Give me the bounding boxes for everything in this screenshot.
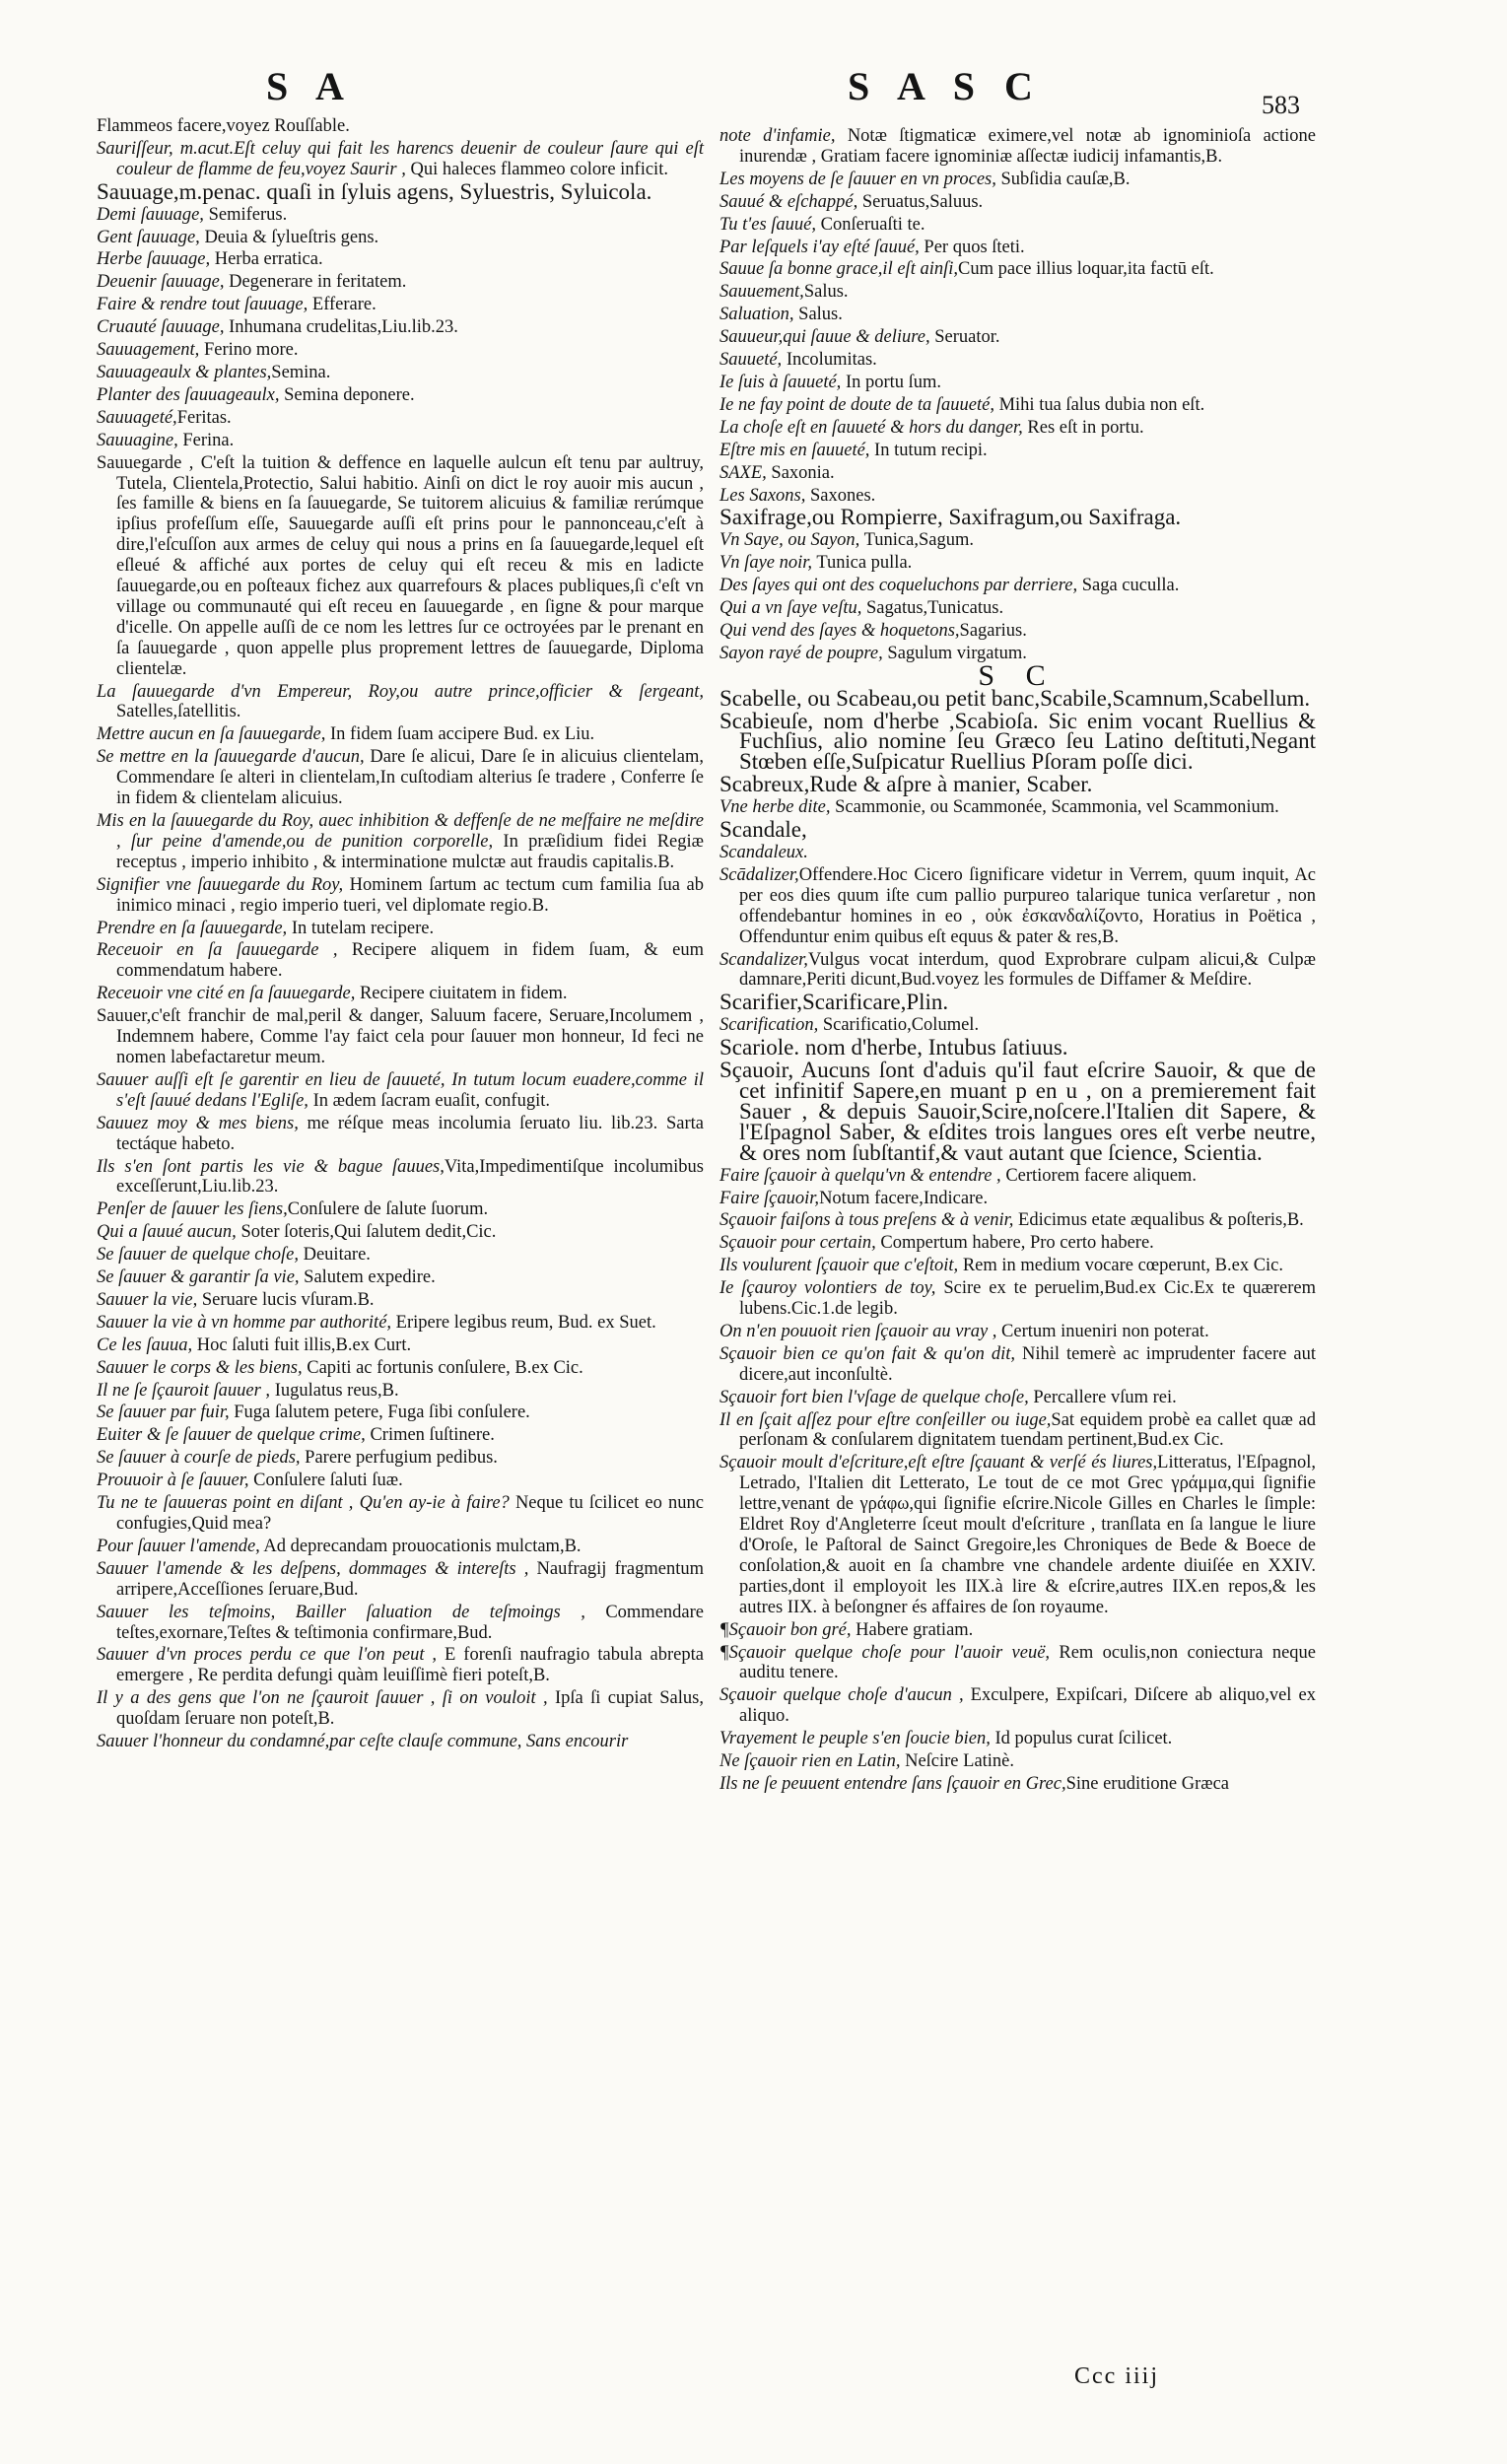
entry-headword: Ie ſçauroy volontiers de toy,	[719, 1278, 936, 1299]
dictionary-entry	[719, 505, 1316, 530]
dictionary-entry	[97, 1358, 704, 1379]
entry-headword: On n'en pouuoit rien ſçauoir au vray ,	[719, 1321, 997, 1341]
entry-text: Scammonie, ou Scammonée, Scammonia, vel Scammonium.	[830, 797, 1279, 818]
entry-headword: Faire ſçauoir,	[719, 1188, 820, 1208]
entry-headword: Receuoir en ſa ſauuegarde ,	[97, 940, 338, 961]
entry-headword: Planter des ſauuageaulx,	[97, 384, 280, 405]
dictionary-entry	[97, 1493, 704, 1535]
dictionary-entry	[97, 272, 704, 293]
dictionary-entry	[97, 408, 704, 429]
running-header-right: S A S C	[848, 64, 1043, 108]
entry-text: Rem oculis,non coniectura neque auditu tenere.	[739, 1642, 1316, 1683]
entry-text: Cum pace illius loquar,ita factū eſt.	[958, 259, 1214, 280]
dictionary-entry	[97, 1471, 704, 1491]
entry-headword: Sauuagement,	[97, 340, 200, 361]
page-number: 583	[1262, 91, 1300, 119]
entry-text: Semina deponere.	[279, 384, 415, 405]
dictionary-entry	[97, 295, 704, 315]
entry-text: Neque tu ſcilicet eo nunc confugies,Quid mea?	[116, 1493, 704, 1534]
dictionary-entry	[719, 327, 1316, 348]
entry-headword: Deuenir ſauuage,	[97, 272, 225, 293]
dictionary-entry	[97, 363, 704, 383]
entry-text: Saga cuculla.	[1077, 576, 1180, 596]
entry-text: Saxonia.	[766, 462, 835, 483]
dictionary-entry	[97, 1559, 704, 1601]
dictionary-entry	[719, 418, 1316, 439]
entry-text: Litteratus, l'Eſpagnol, Letrado, l'Italien dit Letterato, Le tout de ce mot Grec γράμμα,qui ſignifie lettre,venant de γράφω,qui ſignifie eſcrire.Nicole Gilles en Charles le ſimple: Eldret Roy d'Angleterre ſceut moult d'eſcriture , tranſlata en ſa langue le liure d'Oroſe, le Paſtoral de Sainct Gregoire,les Chroniques de Bede & Boece de conſolation,& auoit en ſa chambre vne chandele ardente diuiſée en XXIV. parties,dont il employoit les IIX.à lire & eſcrire,autres IIX.en repos,& les autres IIX. à beſongner és affaires de ſon royaume.	[739, 1453, 1316, 1617]
entry-headword: Ils s'en ſont partis les vie & bague ſauues,	[97, 1156, 445, 1177]
entry-headword: SAXE,	[719, 462, 767, 483]
dictionary-entry	[719, 441, 1316, 461]
dictionary-entry	[97, 1114, 704, 1155]
dictionary-entry	[719, 553, 1316, 574]
entry-text: Deuia & ſylueſtris gens.	[199, 227, 379, 247]
entry-text: E forenſi naufragio tabula abrepta emergere , Re perdita defungi quàm leuiſſimè fieri poteſt,B.	[116, 1645, 704, 1686]
entry-text: Scire ex te peruelim,Bud.ex Cic.Ex te quærerem lubens.Cic.1.de legib.	[739, 1278, 1316, 1320]
dictionary-entry	[719, 1620, 1316, 1641]
dictionary-entry	[97, 116, 704, 137]
entry-text: Sauuage,m.penac. quaſi in ſyluis agens, Syluestris, Syluicola.	[97, 178, 652, 204]
dictionary-entry	[719, 708, 1316, 775]
entry-text: Feritas.	[176, 407, 232, 428]
entry-text: Vulgus vocat interdum, quod Exprobrare culpam alicui,& Culpæ damnare,Periti dicunt,Bud.voyez les formules de Diffamer & Meſdire.	[739, 949, 1316, 991]
entry-text: Conſulere de ſalute ſuorum.	[287, 1199, 489, 1220]
entry-text: Rem in medium vocare cœperunt, B.ex Cic.	[958, 1256, 1284, 1276]
entry-text: Commendare teſtes,exornare,Teſtes & teſtimonia confirmare,Bud.	[116, 1602, 704, 1643]
entry-text: Sçauoir, Aucuns ſont d'aduis qu'il faut eſcrire Sauoir, & que de cet infinitif Sapere,en muant p en u , on a premierement fait Sauer , & depuis Sauoir,Scire,noſcere.l'Italien dit Sapere, & l'Eſpagnol Saber, & eſdites trois langues ores eſt verbe neutre, & ores nom ſubſtantif,& vaut autant que ſcience, Scientia.	[719, 1058, 1316, 1165]
dictionary-entry	[97, 1645, 704, 1686]
entry-text: Seruatus,Saluus.	[857, 191, 984, 212]
entry-headword: Herbe ſauuage,	[97, 249, 211, 270]
entry-text: Iugulatus reus,B.	[270, 1380, 399, 1401]
dictionary-entry	[97, 1006, 704, 1068]
entry-text: Semina.	[271, 362, 331, 382]
entry-text: Salutem expedire.	[299, 1267, 436, 1288]
dictionary-entry	[719, 797, 1316, 818]
entry-headword: Vn Saye, ou Sayon,	[719, 530, 860, 551]
entry-headword: Faire ſçauoir à quelqu'vn & entendre ,	[719, 1165, 1001, 1186]
dictionary-entry	[719, 1643, 1316, 1684]
entry-text: Inhumana crudelitas,Liu.lib.23.	[224, 317, 458, 338]
dictionary-entry	[719, 576, 1316, 596]
dictionary-entry	[97, 940, 704, 982]
entry-text: Subſidia cauſæ,B.	[995, 169, 1130, 189]
entry-text: Certum inueniri non poterat.	[996, 1321, 1209, 1341]
dictionary-entry	[97, 1313, 704, 1334]
entry-headword: Les Saxons,	[719, 485, 806, 506]
dictionary-entry	[719, 598, 1316, 619]
dictionary-entry	[97, 205, 704, 226]
entry-text: Seruare lucis vſuram.B.	[197, 1289, 375, 1310]
dictionary-entry	[719, 685, 1316, 711]
entry-text: Exculpere, Expiſcari, Diſcere ab aliquo,vel ex aliquo.	[739, 1685, 1316, 1727]
dictionary-entry	[719, 865, 1316, 948]
entry-text: Ferina.	[177, 430, 235, 450]
dictionary-entry	[97, 1381, 704, 1402]
entry-headword: note d'infamie,	[719, 126, 836, 146]
entry-headword: Les moyens de ſe ſauuer en vn proces,	[719, 169, 996, 189]
entry-text: Notæ ſtigmaticæ eximere,vel notæ ab ignominioſa actione inurendæ , Gratiam facere ignominiæ aſſectæ iudicij infamantis,B.	[739, 126, 1316, 167]
entry-headword: ¶Sçauoir bon gré,	[719, 1619, 852, 1640]
dictionary-entry	[97, 1222, 704, 1243]
dictionary-entry	[719, 282, 1316, 303]
entry-text: Ad deprecandam prouocationis mulctam,B.	[259, 1536, 582, 1556]
entry-headword: Sçauoir quelque choſe d'aucun ,	[719, 1685, 964, 1706]
dictionary-entry	[97, 1688, 704, 1730]
dictionary-entry	[97, 811, 704, 873]
entry-headword: ¶Sçauoir quelque choſe pour l'auoir veuë,	[719, 1642, 1051, 1663]
dictionary-entry	[97, 984, 704, 1004]
entry-headword: Sauuageté,	[97, 407, 177, 428]
entry-headword: Qui a vn ſaye veſtu,	[719, 598, 862, 619]
entry-headword: Tu t'es ſauué,	[719, 214, 817, 235]
entry-text: Salus.	[803, 282, 849, 303]
entry-headword: Eſtre mis en ſauueté,	[719, 440, 870, 460]
dictionary-entry	[719, 843, 1316, 863]
entry-text: In ædem ſacram euaſit, confugit.	[308, 1090, 550, 1111]
entry-text: Hoc ſaluti fuit illis,B.ex Curt.	[192, 1335, 412, 1355]
entry-text: Scariole. nom d'herbe, Intubus ſatiuus.	[719, 1035, 1068, 1061]
entry-text: In fidem ſuam accipere Bud. ex Liu.	[325, 724, 595, 745]
entry-text: Soter ſoteris,Qui ſalutem dedit,Cic.	[236, 1222, 497, 1243]
entry-headword: Sauuer les teſmoins, Bailler ſaluation de teſmoings ,	[97, 1602, 585, 1622]
entry-text: Scarifier,Scarificare,Plin.	[719, 990, 949, 1015]
entry-headword: Se ſauuer à courſe de pieds,	[97, 1448, 301, 1469]
entry-text: Saxifrage,ou Rompierre, Saxifragum,ou Saxifraga.	[719, 505, 1182, 530]
entry-headword: Il en ſçait aſſez pour eſtre conſeiller ou iuge,	[719, 1409, 1052, 1430]
dictionary-entry	[97, 1199, 704, 1220]
entry-headword: Sauuer le corps & les biens,	[97, 1357, 303, 1378]
dictionary-entry	[719, 305, 1316, 325]
entry-headword: Receuoir vne cité en ſa ſauuegarde,	[97, 984, 356, 1004]
entry-headword: Sauuer la vie,	[97, 1289, 198, 1310]
dictionary-entry	[719, 1453, 1316, 1617]
entry-text: Conſulere ſaluti ſuæ.	[248, 1471, 403, 1491]
dictionary-entry	[97, 1425, 704, 1446]
entry-text: Res eſt in portu.	[1022, 417, 1144, 438]
entry-text: Efferare.	[308, 295, 377, 315]
entry-text: Scandale,	[719, 817, 807, 843]
entry-text: Scarificatio,Columel.	[818, 1015, 980, 1036]
dictionary-entry	[719, 395, 1316, 416]
dictionary-entry	[97, 228, 704, 248]
entry-headword: Scādalizer,	[719, 864, 799, 885]
dictionary-entry	[97, 1245, 704, 1266]
dictionary-entry	[719, 1388, 1316, 1408]
entry-headword: Demi ſauuage,	[97, 204, 204, 225]
entry-text: Semiferus.	[203, 204, 288, 225]
entry-text: Conſeruaſti te.	[816, 214, 925, 235]
entry-headword: Se ſauuer & garantir ſa vie,	[97, 1267, 300, 1288]
entry-headword: Prendre en ſa ſauuegarde,	[97, 918, 288, 938]
entry-text: Deuitare.	[298, 1245, 371, 1266]
entry-text: Qui haleces flammeo colore inficit.	[405, 159, 668, 179]
entry-text: Ipſa ſi cupiat Salus, quoſdam ſeruare non poteſt,B.	[116, 1688, 704, 1730]
dictionary-entry	[719, 350, 1316, 371]
dictionary-entry	[97, 919, 704, 939]
entry-text: Hominem ſartum ac tectum cum familia ſua ab inimico minaci , regio imperio tueri, vel diplomate regio.B.	[116, 874, 704, 916]
entry-headword: La ſauuegarde d'vn Empereur, Roy,ou autre prince,officier & ſergeant,	[97, 681, 704, 702]
entry-headword: Vrayement le peuple s'en ſoucie bien,	[719, 1729, 991, 1749]
entry-headword: Sayon rayé de poupre,	[719, 643, 883, 663]
entry-text: Notum facere,Indicare.	[819, 1188, 989, 1208]
dictionary-entry	[719, 1256, 1316, 1276]
dictionary-entry	[719, 1035, 1316, 1061]
entry-headword: Sçauoir moult d'eſcriture,eſt eſtre ſçauant & verſé és liures,	[719, 1453, 1158, 1473]
entry-text: Certiorem facere aliquem.	[1000, 1165, 1197, 1186]
entry-headword: Tu ne te ſauueras point en diſant , Qu'en ay-ie à faire?	[97, 1493, 510, 1514]
entry-headword: Mettre aucun en ſa ſauuegarde,	[97, 724, 326, 745]
entry-headword: Sauriſſeur, m.acut.Eſt celuy qui fait les harencs deuenir de couleur ſaure qui eſt couleur de flamme de feu,voyez Saurir ,	[97, 138, 704, 179]
dictionary-entry	[719, 238, 1316, 258]
entry-text: In præſidium fidei Regiæ receptus , imperio inhibito , & interminatione mulctæ aut fraudis capitalis.B.	[116, 831, 705, 872]
dictionary-entry	[97, 724, 704, 745]
dictionary-entry	[97, 1157, 704, 1198]
dictionary-entry	[719, 621, 1316, 642]
entry-headword: Ce les ſauua,	[97, 1335, 193, 1355]
entry-text: In tutelam recipere.	[287, 918, 435, 938]
entry-text: Scabelle, ou Scabeau,ou petit banc,Scabile,Scamnum,Scabellum.	[719, 685, 1311, 711]
entry-text: Tunica pulla.	[812, 553, 913, 574]
entry-headword: Sauueur,qui ſauue & deliure,	[719, 327, 930, 348]
dictionary-entry	[97, 1267, 704, 1288]
dictionary-entry	[97, 1290, 704, 1311]
entry-text: Sagarius.	[959, 620, 1027, 641]
entry-headword: Des ſayes qui ont des coqueluchons par derriere,	[719, 576, 1078, 596]
dictionary-entry	[719, 1774, 1316, 1795]
entry-headword: Il y a des gens que l'on ne ſçauroit ſauuer , ſi on vouloit ,	[97, 1688, 548, 1709]
entry-headword: Euiter & ſe ſauuer de quelque crime,	[97, 1425, 366, 1446]
entry-text: Ferino more.	[199, 340, 299, 361]
entry-text: me réſque meas incolumia ſeruato liu. lib.23. Sarta tectáque habeto.	[116, 1113, 704, 1154]
dictionary-entry	[719, 1751, 1316, 1772]
entry-text: In portu ſum.	[841, 372, 942, 392]
signature-mark: Ccc iiij	[1074, 2363, 1159, 2389]
entry-headword: Vn ſaye noir,	[719, 553, 813, 574]
dictionary-entry	[97, 317, 704, 338]
dictionary-entry	[719, 259, 1316, 280]
entry-text: Saxones.	[805, 485, 876, 506]
entry-headword: Qui a ſauué aucun,	[97, 1222, 237, 1243]
dictionary-entry	[719, 1015, 1316, 1036]
entry-headword: Sauuer l'amende & les deſpens, dommages & intereſts ,	[97, 1558, 529, 1579]
dictionary-entry	[97, 139, 704, 180]
dictionary-entry	[719, 992, 1316, 1013]
dictionary-entry	[97, 1732, 704, 1752]
dictionary-entry	[719, 1166, 1316, 1187]
entry-text: Per quos ſteti.	[919, 237, 1025, 257]
dictionary-entry	[97, 385, 704, 406]
entry-text: Fuga ſalutem petere, Fuga ſibi conſulere.	[229, 1403, 530, 1423]
entry-text: Recipere aliquem in fidem ſuam, & eum commendatum habere.	[116, 940, 705, 982]
entry-headword: Sauueté,	[719, 350, 783, 371]
entry-headword: Ie ſuis à ſauueté,	[719, 372, 842, 392]
entry-headword: Par leſquels i'ay eſté ſauué,	[719, 237, 920, 257]
entry-text: Seruator.	[929, 327, 1000, 348]
dictionary-entry	[719, 215, 1316, 236]
dictionary-entry	[719, 1344, 1316, 1386]
entry-headword: Sauue ſa bonne grace,il eſt ainſi,	[719, 259, 958, 280]
entry-headword: Scarification,	[719, 1015, 819, 1036]
entry-headword: Pour ſauuer l'amende,	[97, 1536, 260, 1556]
entry-text: Percallere vſum rei.	[1028, 1387, 1177, 1407]
entry-headword: Qui vend des ſayes & hoquetons,	[719, 620, 960, 641]
dictionary-entry	[97, 875, 704, 917]
entry-text: Compertum habere, Pro certo habere.	[875, 1233, 1154, 1254]
entry-text: Vita,Impedimentiſque incolumibus exceſſerunt,Liu.lib.23.	[116, 1156, 705, 1198]
entry-text: Habere gratiam.	[851, 1619, 974, 1640]
dictionary-entry	[719, 1322, 1316, 1342]
entry-headword: Scandaleux.	[719, 843, 808, 862]
dictionary-entry	[97, 682, 704, 723]
entry-headword: Faire & rendre tout ſauuage,	[97, 295, 308, 315]
entry-text: Degenerare in feritatem.	[224, 272, 407, 293]
entry-headword: Ils ne ſe peuuent entendre ſans ſçauoir en Grec,	[719, 1773, 1066, 1794]
entry-headword: Cruauté ſauuage,	[97, 317, 225, 338]
entry-headword: Sauuageaulx & plantes,	[97, 362, 272, 382]
entry-headword: Sauuez moy & mes biens,	[97, 1113, 299, 1133]
entry-headword: Sauuer auſſi eſt ſe garentir en lieu de ſauueté, In tutum locum euadere,comme il s'eſt ſauué dedans l'Egliſe,	[97, 1069, 704, 1111]
entry-text: Herba erratica.	[210, 249, 323, 270]
entry-headword: Sauuagine,	[97, 430, 178, 450]
dictionary-entry	[719, 1685, 1316, 1727]
dictionary-entry	[719, 1233, 1316, 1254]
dictionary-entry	[97, 747, 704, 809]
entry-text: Naufragij fragmentum arripere,Acceſſiones ſeruare,Bud.	[116, 1558, 704, 1600]
entry-text: Mihi tua ſalus dubia non eſt.	[993, 394, 1205, 415]
entry-headword: Sauuer la vie à vn homme par authorité,	[97, 1312, 392, 1333]
dictionary-entry	[719, 1210, 1316, 1231]
entry-text: Parere perfugium pedibus.	[300, 1448, 498, 1469]
entry-text: Id populus curat ſcilicet.	[990, 1729, 1173, 1749]
dictionary-entry	[719, 772, 1316, 797]
dictionary-entry	[719, 1189, 1316, 1209]
dictionary-entry	[719, 170, 1316, 190]
dictionary-entry	[97, 249, 704, 270]
entry-headword: Scandalizer,	[719, 949, 808, 970]
dictionary-entry	[719, 530, 1316, 551]
entry-headword: Sauué & eſchappé,	[719, 191, 858, 212]
section-heading: S C	[978, 658, 1058, 692]
entry-text: Scabreux,Rude & aſpre à manier, Scaber.	[719, 772, 1093, 797]
entry-headword: Mis en la ſauuegarde du Roy, auec inhibition & deffenſe de ne meſfaire ne meſdire , ſur peine d'amende,ou de punition corporelle,	[97, 811, 704, 852]
dictionary-entry	[719, 486, 1316, 507]
dictionary-entry	[719, 1058, 1316, 1165]
entry-headword: Ne ſçauoir rien en Latin,	[719, 1751, 901, 1772]
entry-text: Capiti ac fortunis conſulere, B.ex Cic.	[302, 1357, 583, 1378]
dictionary-entry	[97, 1335, 704, 1356]
entry-text: Offendere.Hoc Cicero ſignificare videtur in Verrem, quum inquit, Ac per eos dies quum iſte cum pallio purpureo talarique tunica verſaretur , non offendebantur homines in eo , οὐκ ἐσκανδαλίζοντο, Horatius in Poëtica , Offenduntur enim quibus eſt equus & pater & res,B.	[739, 864, 1316, 947]
dictionary-entry	[97, 1537, 704, 1557]
dictionary-entry	[719, 950, 1316, 992]
dictionary-entry	[97, 1603, 704, 1644]
running-header-left: S A	[266, 64, 354, 108]
entry-headword: Sçauoir fort bien l'vſage de quelque choſe,	[719, 1387, 1029, 1407]
entry-text: In tutum recipi.	[869, 440, 988, 460]
entry-text: Sine eruditione Græca	[1065, 1773, 1230, 1794]
dictionary-entry	[719, 126, 1316, 168]
entry-text: Flammeos facere,voyez Rouſſable.	[97, 116, 350, 136]
entry-text: Recipere ciuitatem in fidem.	[355, 984, 568, 1004]
entry-text: Sagulum virgatum.	[882, 643, 1027, 663]
entry-text: Dare ſe alicui, Dare ſe in alicuius clientelam, Commendare ſe alteri in clientelam,In cuſtodiam alterius ſe tradere , Conferre ſe in fidem & clientelam alicuius.	[116, 747, 704, 809]
dictionary-entry	[719, 1278, 1316, 1320]
entry-text: Edicimus etate æqualibus & poſteris,B.	[1013, 1210, 1304, 1231]
entry-headword: Vne herbe dite,	[719, 797, 831, 818]
dictionary-entry	[97, 1403, 704, 1423]
entry-headword: Prouuoir à ſe ſauuer,	[97, 1471, 249, 1491]
entry-text: Sat equidem probè ea callet quæ ad perſonam & conſularem dignitatem tuendam pertinent,Bud.ex Cic.	[739, 1409, 1316, 1451]
entry-headword: Se ſauuer de quelque choſe,	[97, 1245, 299, 1266]
left-column	[97, 116, 704, 1754]
entry-headword: Penſer de ſauuer les ſiens,	[97, 1199, 288, 1220]
entry-headword: Sauuer d'vn proces perdu ce que l'on peut ,	[97, 1645, 438, 1666]
dictionary-entry	[97, 1070, 704, 1112]
dictionary-entry	[719, 817, 1316, 843]
entry-text: Sauuer,c'eſt franchir de mal,peril & danger, Saluum facere, Seruare,Incolumem , Indemnem habere, Comme l'ay faict cela pour ſauuer mon honneur, Id feci ne nomen labefactaretur meum.	[97, 1006, 704, 1067]
entry-text: Sagatus,Tunicatus.	[861, 598, 1004, 619]
entry-text: Sauuegarde , C'eſt la tuition & deffence en laquelle aulcun eſt tenu par aultruy, Tutela, Clientela,Protectio, Salui habitio. Ainſi on dict le roy auoir mis aucun , ſes famille & biens en ſa ſauuegarde, Se tuitorem alicuius & familiæ rerúmque ipſius profeſſum eſſe, Sauuegarde auſſi eſt prins pour le pannonceau,c'eſt à dire,l'eſcuſſon aux armes de celuy qui nous a prins en ſa ſauuegarde,lequel eſt eſleué & affiché aux portes de celuy qui eſt receu & mis en ladicte ſauuegarde,ou en poſteaux fichez aux quarrefours & places publiques,ſi c'eſt vn village ou communauté qui eſt receu en ſauuegarde , en ſigne & pour marque d'icelle. On appelle auſſi de ce nom les lettres ſur ce octroyées par le prenant en ſa ſauuegarde , quon appelle plus proprement lettres de ſauuegarde, Diploma clientelæ.	[97, 452, 704, 679]
entry-text: Incolumitas.	[782, 350, 877, 371]
dictionary-entry	[97, 340, 704, 361]
right-column	[719, 126, 1316, 1797]
entry-headword: Se ſauuer par fuir,	[97, 1403, 230, 1423]
entry-headword: Il ne ſe ſçauroit ſauuer ,	[97, 1380, 271, 1401]
dictionary-entry	[719, 192, 1316, 213]
entry-headword: La choſe eſt en ſauueté & hors du danger,	[719, 417, 1023, 438]
entry-headword: Se mettre en la ſauuegarde d'aucun,	[97, 747, 365, 768]
entry-text: Crimen ſuſtinere.	[365, 1425, 495, 1446]
dictionary-entry	[97, 178, 704, 204]
dictionary-entry	[719, 1729, 1316, 1749]
entry-text: Salus.	[793, 305, 843, 325]
entry-text: Scabieuſe, nom d'herbe ,Scabioſa. Sic enim vocant Ruellius & Fuchſius, alio nomine ſeu Græco ſeu Latino deſtituti,Negant Stœben eſſe,Suſpicatur Ruellius Pſoram poſſe dici.	[719, 708, 1316, 775]
entry-text: Satelles,ſatellitis.	[116, 702, 241, 722]
entry-headword: Sçauoir pour certain,	[719, 1233, 876, 1254]
dictionary-entry	[719, 1410, 1316, 1452]
entry-text: Tunica,Sagum.	[859, 530, 974, 551]
entry-headword: Sçauoir faiſons à tous preſens & à venir,	[719, 1210, 1014, 1231]
dictionary-entry	[97, 431, 704, 451]
entry-headword: Ie ne fay point de doute de ta ſauueté,	[719, 394, 994, 415]
entry-headword: Ils voulurent ſçauoir que c'eſtoit,	[719, 1256, 959, 1276]
dictionary-entry	[719, 463, 1316, 484]
entry-text: Eripere legibus reum, Bud. ex Suet.	[391, 1312, 656, 1333]
dictionary-entry	[97, 453, 704, 680]
entry-text: Neſcire Latinè.	[900, 1751, 1015, 1772]
dictionary-entry	[719, 373, 1316, 393]
entry-headword: Signifier vne ſauuegarde du Roy,	[97, 874, 344, 895]
entry-headword: Gent ſauuage,	[97, 227, 200, 247]
entry-text: Nihil temerè ac imprudenter facere aut dicere,aut inconſultè.	[739, 1343, 1316, 1385]
dictionary-entry	[97, 1448, 704, 1469]
entry-headword: Sçauoir bien ce qu'on fait & qu'on dit,	[719, 1343, 1015, 1364]
entry-headword: Sauuement,	[719, 282, 804, 303]
entry-headword: Saluation,	[719, 305, 794, 325]
entry-headword: Sauuer l'honneur du condamné,par ceſte clauſe commune, Sans encourir	[97, 1732, 629, 1752]
